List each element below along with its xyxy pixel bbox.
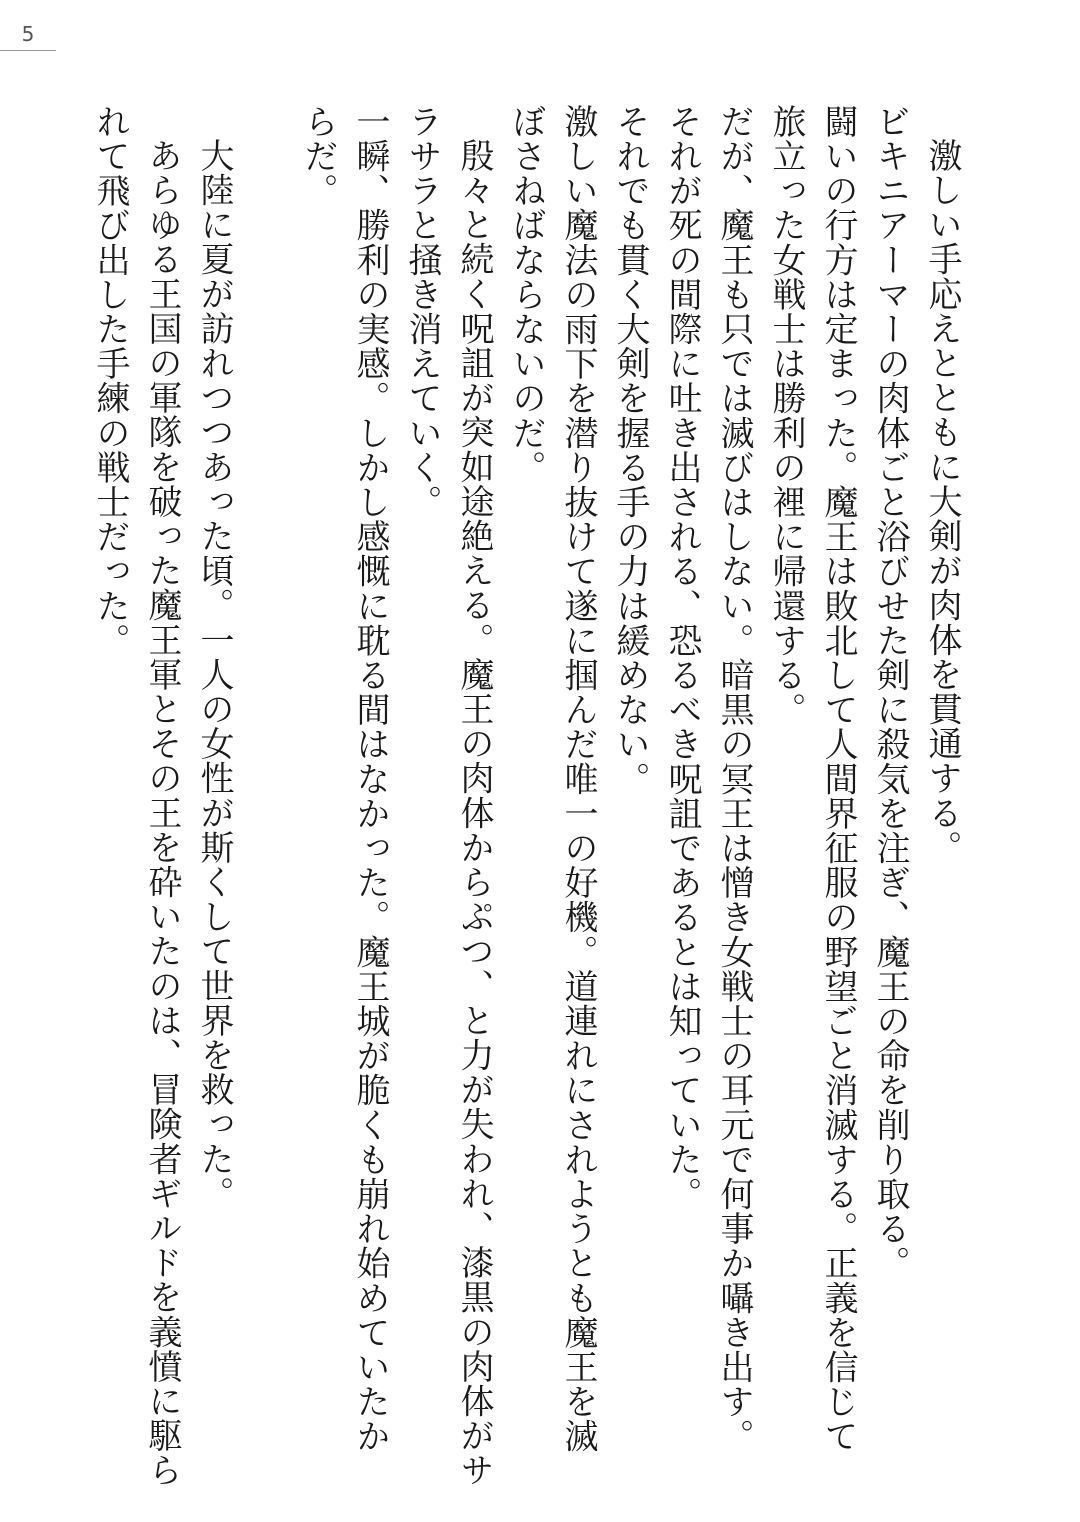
paragraph [500, 104, 760, 1484]
text-line: あらゆる王国の軍隊を破った魔王軍とその王を砕いたのは、冒険者ギルドを義憤に駆ら [142, 138, 182, 1488]
text-line: それでも貫く大剣を握る手の力は緩めない。 [610, 104, 650, 796]
text-line: 闘いの行方は定まった。魔王は敗北して人間界征服の野望ごと消滅する。正義を信じて [818, 104, 858, 1454]
text-line: 大陸に夏が訪れつつあった頃。一人の女性が斯くして世界を救った。 [194, 138, 234, 1211]
text-line: 殷々と続く呪詛が突如途絶える。魔王の肉体からぷつ、と力が失われ、漆黒の肉体がサ [454, 138, 494, 1488]
text-line: だが、魔王も只では滅びはしない。暗黒の冥王は憎き女戦士の耳元で何事か囁き出す。 [714, 104, 754, 1454]
page-number: 5 [21, 22, 35, 46]
text-line: らだ。 [298, 104, 338, 208]
paragraph [292, 104, 500, 1488]
text-line: ラサラと掻き消えていく。 [402, 104, 442, 520]
text-line: 激しい手応えとともに大剣が肉体を貫通する。 [922, 138, 962, 865]
text-line: 一瞬、勝利の実感。しかし感慨に耽る間はなかった。魔王城が脆くも崩れ始めていたか [350, 104, 390, 1454]
text-line: れて飛び出した手練の戦士だった。 [90, 104, 130, 658]
text-line: 激しい魔法の雨下を潜り抜けて遂に掴んだ唯一の好機。道連れにされようとも魔王を滅 [558, 104, 598, 1454]
blank-line [240, 104, 292, 1484]
body-text [84, 104, 968, 1488]
page-number-rule [0, 50, 56, 51]
paragraph [84, 104, 240, 1488]
text-line: それが死の間際に吐き出される、恐るべき呪詛であるとは知っていた。 [662, 104, 702, 1212]
text-line: 旅立った女戦士は勝利の裡に帰還する。 [766, 104, 806, 727]
paragraph [760, 104, 968, 1484]
text-line: ビキニアーマーの肉体ごと浴びせた剣に殺気を注ぎ、魔王の命を削り取る。 [870, 104, 910, 1281]
text-line: ぼさねばならないのだ。 [506, 104, 546, 485]
